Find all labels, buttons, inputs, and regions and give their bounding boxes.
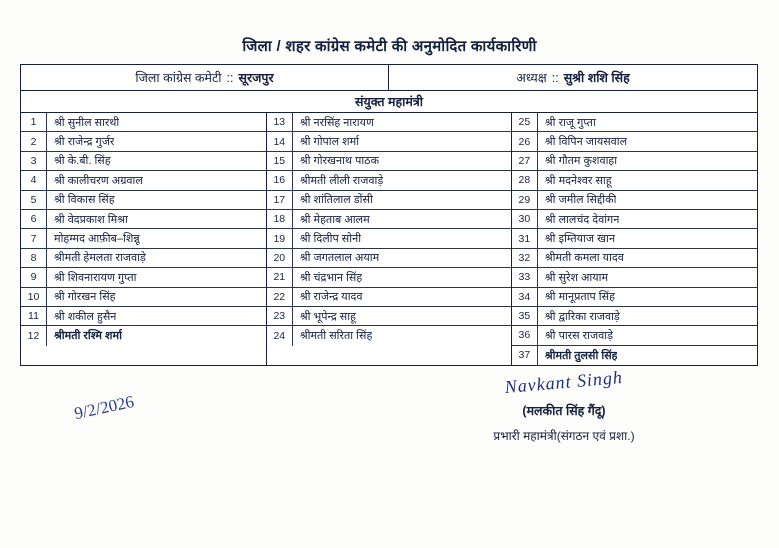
table-header-row	[21, 65, 757, 91]
item-name: श्री शकील हुसैन	[54, 310, 117, 323]
item-number: 26	[512, 132, 538, 150]
item-number: 19	[267, 229, 293, 247]
item-name: श्री गोरखनाथ पाठक	[299, 155, 380, 168]
item-number: 13	[267, 113, 293, 131]
item-number: 1	[21, 113, 47, 131]
list-item	[21, 171, 266, 190]
list-item	[21, 132, 266, 151]
item-number: 16	[267, 171, 293, 189]
item-number: 33	[512, 268, 538, 286]
list-item	[267, 229, 511, 248]
item-number: 18	[267, 210, 293, 228]
item-name: श्री मेहताब आलम	[299, 213, 370, 226]
list-item	[21, 249, 266, 268]
item-name: श्री गोपाल शर्मा	[299, 136, 360, 149]
list-item	[267, 132, 511, 151]
header-right-separator: ::	[551, 70, 559, 85]
list-item	[512, 229, 757, 248]
item-name: श्री वेदप्रकाश मिश्रा	[54, 213, 128, 226]
item-name: श्रीमती रश्मि शर्मा	[54, 330, 122, 343]
item-number: 30	[512, 210, 538, 228]
item-name: श्री के.बी. सिंह	[54, 155, 111, 168]
item-name: श्रीमती हेमलता राजवाड़े	[54, 252, 146, 265]
list-item	[267, 171, 511, 190]
item-name: श्री विकास सिंह	[54, 194, 115, 207]
list-item	[21, 229, 266, 248]
item-name: श्री सुरेश आयाम	[544, 271, 609, 284]
list-item	[512, 326, 757, 345]
list-item	[267, 268, 511, 287]
page-title: जिला / शहर कांग्रेस कमेटी की अनुमोदित कार्यकारिणी	[242, 38, 537, 55]
item-number: 23	[267, 307, 293, 325]
item-name: श्री राजू गुप्ता	[544, 116, 596, 129]
list-item	[21, 191, 266, 210]
list-item	[512, 268, 757, 287]
item-number: 27	[512, 152, 538, 170]
item-name: श्री भूपेन्द्र साहू	[299, 310, 356, 323]
item-number: 5	[21, 191, 47, 209]
item-number: 32	[512, 249, 538, 267]
list-item	[21, 210, 266, 229]
signatory-designation: प्रभारी महामंत्री(संगठन एवं प्रशा.)	[493, 429, 635, 443]
item-number: 21	[267, 268, 293, 286]
committee-table	[20, 64, 758, 366]
list-item	[267, 152, 511, 171]
list-item	[512, 288, 757, 307]
item-name: श्री मानूप्रताप सिंह	[544, 291, 615, 304]
item-name: श्री लालचंद देवांगन	[544, 213, 620, 226]
item-name: श्री राजेन्द्र गुर्जर	[54, 136, 115, 149]
item-number: 17	[267, 191, 293, 209]
item-number: 25	[512, 113, 538, 131]
item-number: 7	[21, 229, 47, 247]
list-item	[512, 152, 757, 171]
header-president-cell	[389, 65, 757, 90]
item-number: 3	[21, 152, 47, 170]
item-name: श्री गोरखन सिंह	[54, 291, 116, 304]
item-name: श्री नरसिंह नारायण	[299, 116, 374, 129]
list-item	[512, 132, 757, 151]
item-name: श्रीमती तुलसी सिंह	[544, 349, 618, 362]
entries-column-1	[21, 113, 267, 365]
item-name: श्रीमती लीली राजवाड़े	[299, 174, 384, 187]
item-number: 6	[21, 210, 47, 228]
header-president-label: अध्यक्ष	[516, 71, 547, 85]
list-item	[21, 307, 266, 326]
item-name: श्री जगतलाल अयाम	[299, 252, 380, 265]
item-number: 34	[512, 288, 538, 306]
item-name: श्री सुनील सारथी	[54, 116, 120, 129]
item-number: 8	[21, 249, 47, 267]
list-item	[267, 210, 511, 229]
list-item	[512, 307, 757, 326]
list-item	[512, 210, 757, 229]
header-committee-cell	[21, 65, 389, 90]
header-committee-value: सूरजपुर	[238, 71, 274, 85]
item-number: 9	[21, 268, 47, 286]
item-number: 11	[21, 307, 47, 325]
item-name: श्री पारस राजवाड़े	[544, 329, 614, 342]
signatory-name: (मलकीत सिंह गैंदू)	[522, 404, 606, 418]
header-president-value: सुश्री शशि सिंह	[563, 71, 630, 85]
item-name: श्री विपिन जायसवाल	[544, 136, 628, 149]
list-item	[267, 249, 511, 268]
item-name: श्री शांतिलाल डोंसी	[299, 194, 373, 207]
list-item	[512, 346, 757, 365]
item-number: 20	[267, 249, 293, 267]
item-number: 22	[267, 288, 293, 306]
item-name: श्री द्वारिका राजवाड़े	[544, 310, 620, 323]
list-item	[267, 307, 511, 326]
item-number: 12	[21, 326, 47, 345]
list-item	[267, 288, 511, 307]
item-number: 35	[512, 307, 538, 325]
item-number: 4	[21, 171, 47, 189]
list-item	[21, 113, 266, 132]
item-number: 37	[512, 346, 538, 365]
item-number: 28	[512, 171, 538, 189]
item-name: श्रीमती सरिता सिंह	[299, 330, 373, 343]
item-number: 24	[267, 326, 293, 345]
entries-column-3	[512, 113, 757, 365]
list-item	[267, 113, 511, 132]
list-item	[512, 249, 757, 268]
item-number: 15	[267, 152, 293, 170]
item-number: 2	[21, 132, 47, 150]
item-name: श्री इम्तियाज खान	[544, 233, 616, 246]
item-name: श्री दिलीप सोनी	[299, 233, 362, 246]
list-item	[512, 113, 757, 132]
item-name: श्रीमती कमला यादव	[544, 252, 624, 265]
item-name: श्री मदनेश्वर साहू	[544, 174, 612, 187]
list-item	[512, 191, 757, 210]
list-item	[267, 326, 511, 345]
item-name: श्री कालीचरण अग्रवाल	[54, 174, 143, 187]
item-number: 36	[512, 326, 538, 344]
header-left-separator: ::	[226, 70, 234, 85]
list-item	[21, 268, 266, 287]
item-name: श्री गौतम कुशवाहा	[544, 155, 618, 168]
item-number: 31	[512, 229, 538, 247]
item-name: श्री राजेन्द्र यादव	[299, 291, 363, 304]
handwritten-date: 9/2/2026	[72, 391, 136, 424]
item-name: मोहम्मद आफ़ीब–शिन्नू	[54, 233, 140, 246]
list-item	[512, 171, 757, 190]
section-title: संयुक्त महामंत्री	[21, 91, 757, 113]
entries-columns	[21, 113, 757, 365]
item-name: श्री चंद्रभान सिंह	[299, 271, 363, 284]
entries-column-2	[267, 113, 512, 365]
item-name: श्री शिवनारायण गुप्ता	[54, 271, 137, 284]
list-item	[267, 191, 511, 210]
item-number: 10	[21, 288, 47, 306]
list-item	[21, 288, 266, 307]
item-number: 14	[267, 132, 293, 150]
signature-block	[439, 366, 689, 444]
item-name: श्री जमील सिद्दीकी	[544, 194, 617, 207]
header-committee-label: जिला कांग्रेस कमेटी	[135, 71, 222, 85]
item-number: 29	[512, 191, 538, 209]
list-item	[21, 326, 266, 345]
handwritten-signature: Navkant Singh	[503, 366, 624, 398]
list-item	[21, 152, 266, 171]
